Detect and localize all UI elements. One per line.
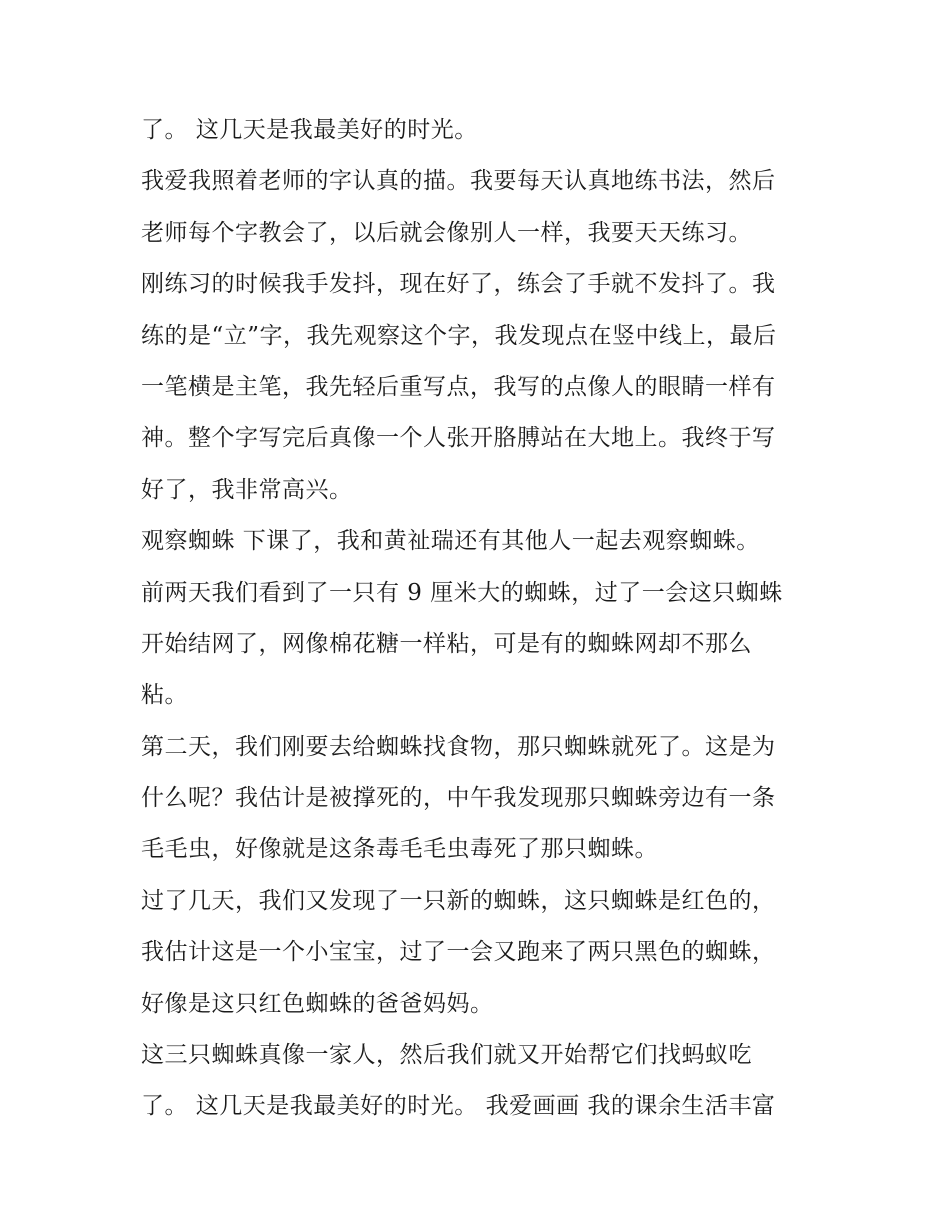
text-line: 练的是“立”字，我先观察这个字，我发现点在竖中线上，最后 <box>141 322 777 349</box>
text-line: 了。 这几天是我最美好的时光。 我爱画画 我的课余生活丰富 <box>141 1093 776 1120</box>
text-line: 好像是这只红色蜘蛛的爸爸妈妈。 <box>141 990 494 1017</box>
text-line: 第二天，我们刚要去给蜘蛛找食物，那只蜘蛛就死了。这是为 <box>141 733 776 760</box>
text-line: 粘。 <box>141 682 188 709</box>
text-line: 一笔横是主笔，我先轻后重写点，我写的点像人的眼睛一样有 <box>141 373 776 400</box>
essay-body <box>141 105 821 1133</box>
text-line: 神。整个字写完后真像一个人张开胳膊站在大地上。我终于写 <box>141 425 776 452</box>
text-line: 刚练习的时候我手发抖，现在好了，练会了手就不发抖了。我 <box>141 271 776 298</box>
text-line: 了。 这几天是我最美好的时光。 <box>141 117 478 143</box>
text-line: 我估计这是一个小宝宝，过了一会又跑来了两只黑色的蜘蛛， <box>141 939 776 966</box>
text-line: 这三只蜘蛛真像一家人，然后我们就又开始帮它们找蚂蚁吃 <box>141 1042 752 1069</box>
text-line: 老师每个字教会了，以后就会像别人一样，我要天天练习。 <box>141 219 752 246</box>
text-line: 开始结网了，网像棉花糖一样粘，可是有的蜘蛛网却不那么 <box>141 630 752 657</box>
text-line: 好了，我非常高兴。 <box>141 476 353 503</box>
text-line: 什么呢？我估计是被撑死的，中午我发现那只蜘蛛旁边有一条 <box>141 785 776 812</box>
text-line: 观察蜘蛛 下课了，我和黄祉瑞还有其他人一起去观察蜘蛛。 <box>141 528 760 555</box>
text-line: 毛毛虫，好像就是这条毒毛毛虫毒死了那只蜘蛛。 <box>141 836 658 863</box>
text-line: 过了几天，我们又发现了一只新的蜘蛛，这只蜘蛛是红色的， <box>141 887 776 914</box>
text-line: 我爱我照着老师的字认真的描。我要每天认真地练书法，然后 <box>141 168 776 195</box>
text-line: 前两天我们看到了一只有 9 厘米大的蜘蛛，过了一会这只蜘蛛 <box>141 579 783 606</box>
